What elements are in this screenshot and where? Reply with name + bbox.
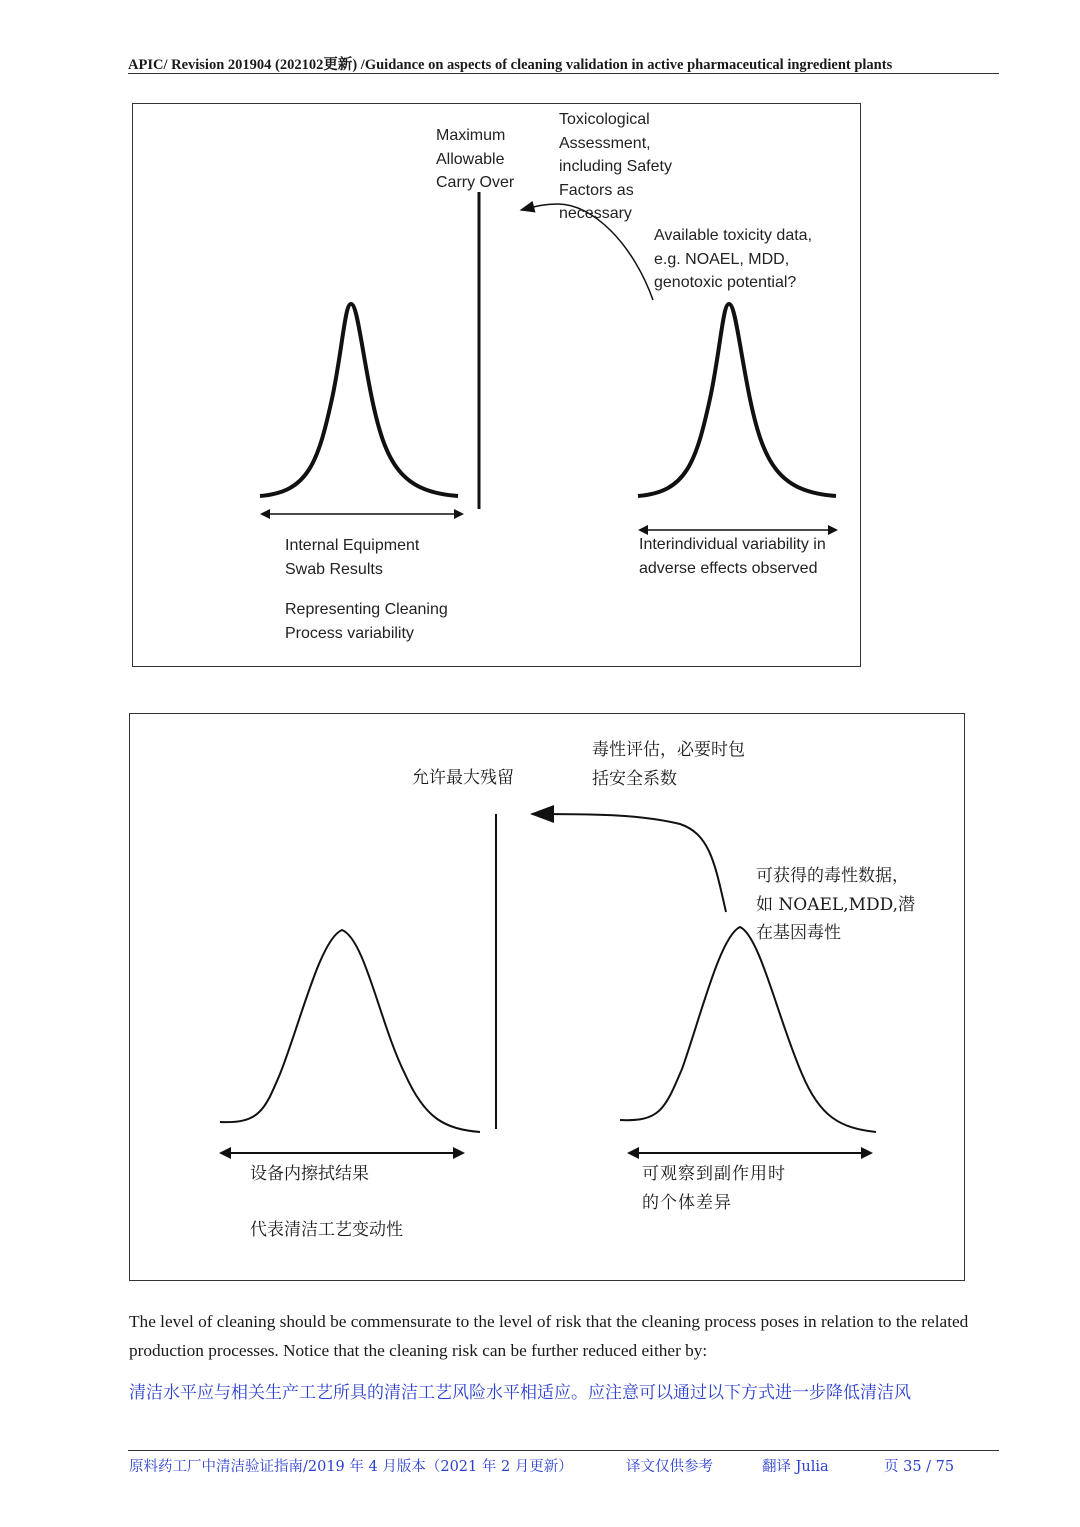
label-cleaning-variability: Representing Cleaning Process variability <box>285 601 448 642</box>
figure-chinese-graphics <box>130 714 966 1282</box>
body-paragraph-chinese: 清洁水平应与相关生产工艺所具的清洁工艺风险水平相适应。应注意可以通过以下方式进一步降低清洁风 <box>129 1383 911 1403</box>
label-mac-zh: 允许最大残留 <box>412 768 514 788</box>
label-swab-results-zh: 设备内擦拭结果 <box>250 1164 369 1184</box>
label-interindividual-zh: 可观察到副作用时 的个体差异 <box>642 1164 786 1213</box>
label-interindividual: Interindividual variability in adverse effects observed <box>639 536 826 577</box>
label-tox-assessment-zh: 毒性评估，必要时包 括安全系数 <box>592 740 745 789</box>
body-paragraph-english: The level of cleaning should be commensurate to the level of risk that the cleaning process poses in relation to the related production processes. Notice that the cleaning risk can be further reduced either by: <box>129 1312 969 1360</box>
bell-curve-toxicity-zh <box>620 927 876 1132</box>
label-tox-data-zh: 可获得的毒性数据， 如 NOAEL,MDD,潜 在基因毒性 <box>756 866 916 943</box>
footer-disclaimer: 译文仅供参考 <box>626 1459 713 1475</box>
footer-divider <box>128 1450 999 1451</box>
label-mac: Maximum Allowable Carry Over <box>436 127 515 191</box>
figure-english <box>132 103 861 667</box>
footer-doc-title: 原料药工厂中清洁验证指南/2019 年 4 月版本（2021 年 2 月更新） <box>129 1459 573 1475</box>
double-arrow-swab <box>260 509 464 519</box>
label-cleaning-variability-zh: 代表清洁工艺变动性 <box>250 1220 403 1240</box>
page-header-title: APIC/ Revision 201904 (202102更新) /Guidance on aspects of cleaning validation in active pharmaceutical ingredient plants <box>128 57 893 73</box>
double-arrow-interindividual-zh <box>627 1147 873 1159</box>
double-arrow-swab-zh <box>219 1147 465 1159</box>
label-swab-results: Internal Equipment Swab Results <box>285 537 420 578</box>
footer-translator: 翻译 Julia <box>762 1459 829 1475</box>
bell-curve-toxicity <box>638 304 836 496</box>
bell-curve-swab <box>260 304 458 496</box>
label-tox-data: Available toxicity data, e.g. NOAEL, MDD, genotoxic potential? <box>654 227 813 291</box>
header-divider <box>128 73 999 74</box>
bell-curve-swab-zh <box>220 930 480 1132</box>
label-tox-assessment: Toxicological Assessment, including Safety Factors as necessary <box>559 111 672 222</box>
figure-chinese <box>129 713 965 1281</box>
curved-arrow-zh <box>532 814 726 912</box>
footer-page-number: 页 35 / 75 <box>884 1459 955 1475</box>
